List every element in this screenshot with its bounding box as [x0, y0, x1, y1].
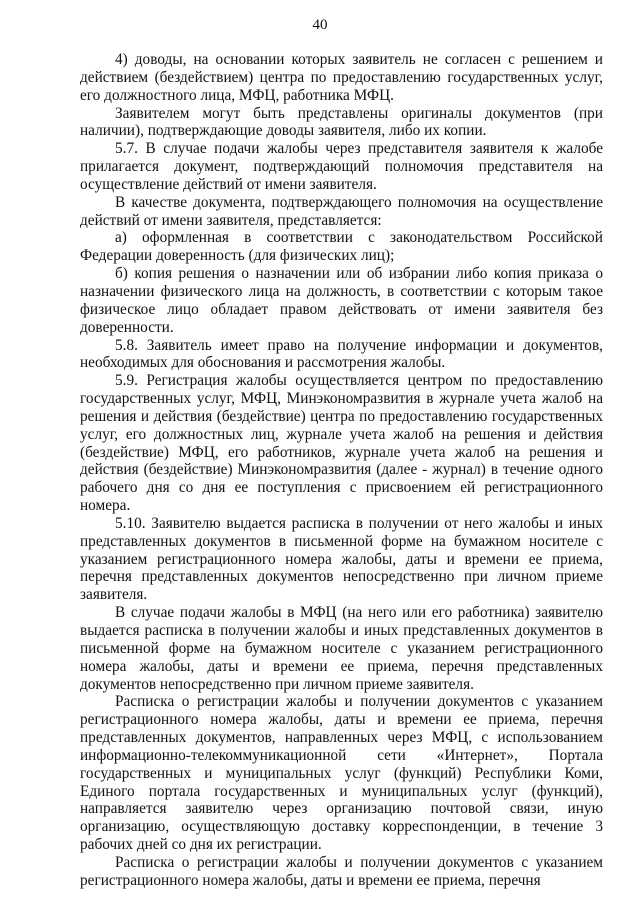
paragraph-authority-document: В качестве документа, подтверждающего полномочия на осуществление действий от имени заявителя, представляется:	[80, 193, 603, 229]
document-body	[80, 51, 603, 890]
paragraph-receipt-postal: Расписка о регистрации жалобы и получении документов с указанием регистрационного номера жалобы, даты и времени ее приема, перечня представленных документов, направленных через МФЦ, с использованием информационно-телекоммуникационной сети «Интернет», Портала государственных и муниципальных услуг (функций) Республики Коми, Единого портала государственных и муниципальных услуг (функций), направляется заявителю через организацию почтовой связи, иную организацию, осуществляющую доставку корреспонденции, в течение 3 рабочих дней со дня их регистрации.	[80, 693, 603, 854]
paragraph-mfc-receipt: В случае подачи жалобы в МФЦ (на него или его работника) заявителю выдается расписка в получении жалобы и иных представленных документов в письменной форме на бумажном носителе с указанием регистрационного номера жалобы, даты и времени ее приема, перечня представленных документов непосредственно при личном приеме заявителя.	[80, 604, 603, 693]
paragraph-item-a: а) оформленная в соответствии с законодательством Российской Федерации доверенность (для физических лиц);	[80, 229, 603, 265]
paragraph-originals: Заявителем могут быть представлены оригиналы документов (при наличии), подтверждающие доводы заявителя, либо их копии.	[80, 104, 603, 140]
paragraph-5-7: 5.7. В случае подачи жалобы через представителя заявителя к жалобе прилагается документ, подтверждающий полномочия представителя на осуществление действий от имени заявителя.	[80, 140, 603, 193]
paragraph-5-9: 5.9. Регистрация жалобы осуществляется центром по предоставлению государственных услуг, МФЦ, Минэкономразвития в журнале учета жалоб на решения и действия (бездействие) центра по предоставлению государственных услуг, его должностных лиц, журнале учета жалоб на решения и действия (бездействие) МФЦ, его работников, журнале учета жалоб на решения и действия (бездействие) Минэкономразвития (далее - журнал) в течение одного рабочего дня со дня ее поступления с присвоением ей регистрационного номера.	[80, 372, 603, 515]
paragraph-arguments: 4) доводы, на основании которых заявитель не согласен с решением и действием (бездействием) центра по предоставлению государственных услуг, его должностного лица, МФЦ, работника МФЦ.	[80, 51, 603, 104]
paragraph-5-10: 5.10. Заявителю выдается расписка в получении от него жалобы и иных представленных документов в письменной форме на бумажном носителе с указанием регистрационного номера жалобы, даты и времени ее приема, перечня представленных документов непосредственно при личном приеме заявителя.	[80, 514, 603, 604]
paragraph-receipt-continued: Расписка о регистрации жалобы и получении документов с указанием регистрационного номера жалобы, даты и времени ее приема, перечня	[80, 853, 603, 889]
paragraph-5-8: 5.8. Заявитель имеет право на получение информации и документов, необходимых для обоснования и рассмотрения жалобы.	[80, 336, 603, 372]
paragraph-item-b: б) копия решения о назначении или об избрании либо копия приказа о назначении физического лица на должность, в соответствии с которым такое физическое лицо обладает правом действовать от имени заявителя без доверенности.	[80, 265, 603, 336]
page-number: 40	[312, 17, 328, 33]
